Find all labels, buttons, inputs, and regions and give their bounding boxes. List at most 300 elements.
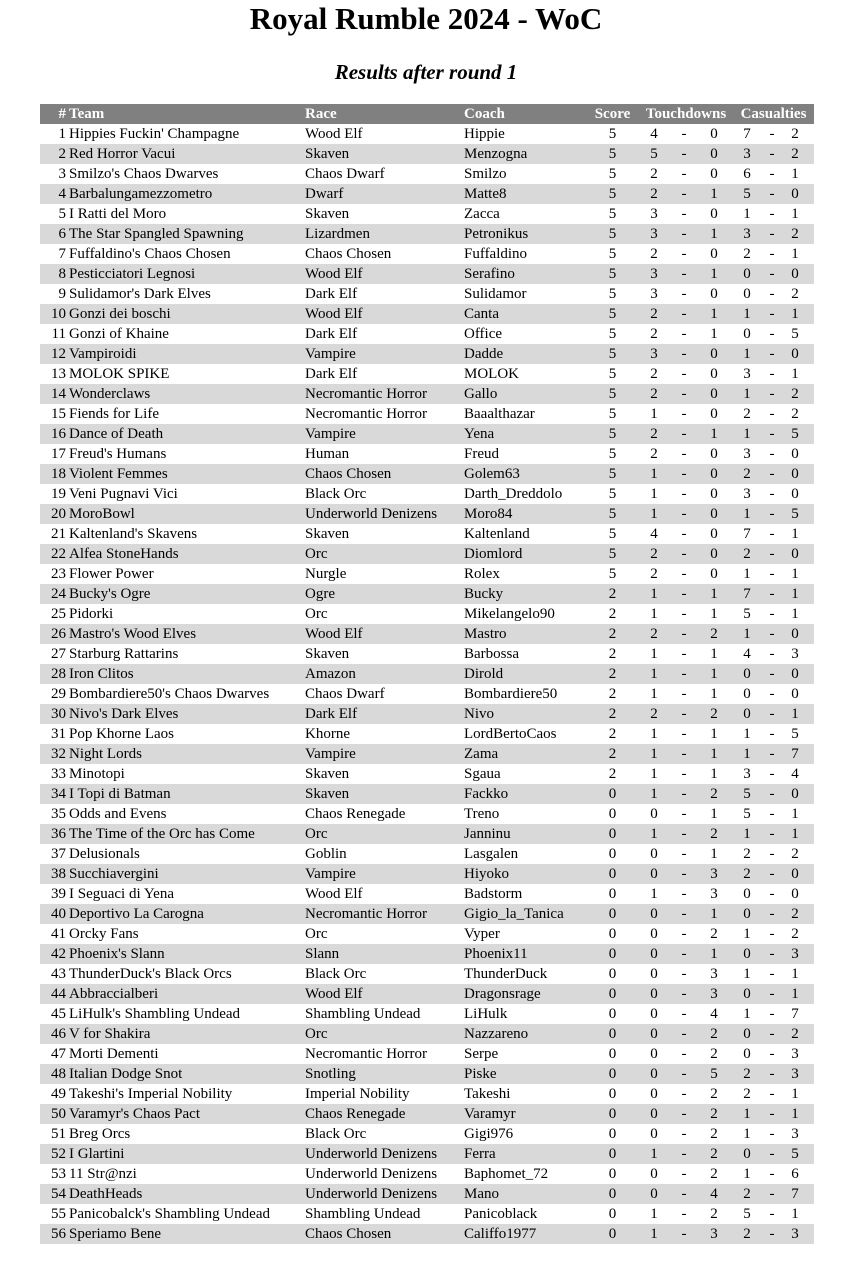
coach-cell: Phoenix11	[464, 946, 528, 962]
table-row	[40, 1204, 814, 1224]
score-separator: -	[769, 866, 775, 882]
casualties-against: 1	[791, 826, 799, 842]
coach-cell: Matte8	[464, 186, 507, 202]
score-separator: -	[769, 926, 775, 942]
coach-cell: Bombardiere50	[464, 686, 558, 702]
table-row	[40, 424, 814, 444]
race-cell: Orc	[305, 926, 328, 942]
casualties-for: 5	[743, 1206, 751, 1222]
touchdowns-against: 2	[710, 826, 718, 842]
casualties-cell	[733, 644, 814, 664]
score-separator: -	[769, 686, 775, 702]
casualties-against: 1	[791, 706, 799, 722]
score-cell: 0	[608, 1166, 617, 1182]
casualties-cell	[733, 904, 814, 924]
casualties-for: 7	[743, 126, 751, 142]
score-separator: -	[681, 926, 687, 942]
touchdowns-cell	[639, 1124, 733, 1144]
touchdowns-cell	[639, 204, 733, 224]
touchdowns-against: 2	[710, 1126, 718, 1142]
rank-cell: 22	[51, 546, 66, 562]
team-cell: Speriamo Bene	[69, 1226, 162, 1242]
casualties-cell	[733, 1224, 814, 1244]
touchdowns-for: 1	[650, 506, 658, 522]
casualties-cell	[733, 224, 814, 244]
touchdowns-against: 4	[710, 1006, 718, 1022]
casualties-cell	[733, 664, 814, 684]
race-cell: Black Orc	[305, 966, 367, 982]
casualties-cell	[733, 724, 814, 744]
coach-cell: Sgaua	[464, 766, 501, 782]
casualties-against: 0	[791, 466, 799, 482]
score-separator: -	[681, 286, 687, 302]
touchdowns-for: 1	[650, 486, 658, 502]
casualties-for: 3	[743, 486, 751, 502]
touchdowns-against: 0	[710, 366, 718, 382]
touchdowns-for: 3	[650, 266, 658, 282]
score-separator: -	[769, 206, 775, 222]
rank-cell: 12	[51, 346, 66, 362]
touchdowns-cell	[639, 1084, 733, 1104]
score-separator: -	[681, 906, 687, 922]
score-separator: -	[681, 586, 687, 602]
touchdowns-cell	[639, 1224, 733, 1244]
score-separator: -	[769, 846, 775, 862]
coach-cell: Canta	[464, 306, 499, 322]
coach-cell: Dragonsrage	[464, 986, 541, 1002]
casualties-cell	[733, 444, 814, 464]
score-cell: 5	[608, 506, 617, 522]
touchdowns-for: 1	[650, 826, 658, 842]
score-separator: -	[769, 826, 775, 842]
touchdowns-for: 0	[650, 966, 658, 982]
touchdowns-against: 1	[710, 646, 718, 662]
casualties-for: 0	[743, 1046, 751, 1062]
score-cell: 5	[608, 526, 617, 542]
table-header-row	[40, 104, 814, 124]
casualties-against: 1	[791, 1086, 799, 1102]
touchdowns-against: 1	[710, 806, 718, 822]
score-cell: 0	[608, 1086, 617, 1102]
touchdowns-against: 0	[710, 386, 718, 402]
touchdowns-against: 1	[710, 746, 718, 762]
touchdowns-for: 2	[650, 186, 658, 202]
team-cell: Hippies Fuckin' Champagne	[69, 126, 240, 142]
casualties-against: 3	[791, 946, 799, 962]
casualties-cell	[733, 1004, 814, 1024]
score-cell: 2	[608, 686, 617, 702]
score-separator: -	[681, 1226, 687, 1242]
touchdowns-against: 0	[710, 206, 718, 222]
coach-cell: Diomlord	[464, 546, 523, 562]
score-cell: 0	[608, 1206, 617, 1222]
casualties-against: 5	[791, 1146, 799, 1162]
score-separator: -	[681, 126, 687, 142]
page-title: Royal Rumble 2024 - WoC	[249, 1, 603, 36]
race-cell: Chaos Renegade	[305, 1106, 406, 1122]
column-header-score: Score	[594, 106, 631, 122]
team-cell: Delusionals	[69, 846, 140, 862]
coach-cell: Nazzareno	[464, 1026, 529, 1042]
casualties-cell	[733, 764, 814, 784]
table-row	[40, 604, 814, 624]
score-cell: 2	[608, 586, 617, 602]
touchdowns-cell	[639, 804, 733, 824]
casualties-against: 2	[791, 406, 799, 422]
touchdowns-against: 0	[710, 146, 718, 162]
casualties-for: 1	[743, 566, 751, 582]
casualties-against: 0	[791, 266, 799, 282]
rank-cell: 32	[51, 746, 66, 762]
touchdowns-against: 1	[710, 266, 718, 282]
team-cell: ThunderDuck's Black Orcs	[69, 966, 232, 982]
team-cell: Vampiroidi	[69, 346, 137, 362]
rank-cell: 13	[51, 366, 66, 382]
coach-cell: Treno	[464, 806, 500, 822]
casualties-cell	[733, 1064, 814, 1084]
table-row	[40, 1084, 814, 1104]
score-cell: 2	[608, 746, 617, 762]
casualties-cell	[733, 364, 814, 384]
score-separator: -	[681, 686, 687, 702]
race-cell: Shambling Undead	[305, 1006, 421, 1022]
team-cell: Veni Pugnavi Vici	[69, 486, 178, 502]
rank-cell: 9	[58, 286, 66, 302]
touchdowns-for: 1	[650, 1206, 658, 1222]
casualties-cell	[733, 844, 814, 864]
touchdowns-cell	[639, 764, 733, 784]
score-separator: -	[681, 1126, 687, 1142]
casualties-for: 2	[743, 546, 751, 562]
score-cell: 5	[608, 486, 617, 502]
race-cell: Underworld Denizens	[305, 506, 438, 522]
touchdowns-cell	[639, 144, 733, 164]
score-separator: -	[681, 186, 687, 202]
race-cell: Imperial Nobility	[305, 1086, 410, 1102]
score-cell: 5	[608, 286, 617, 302]
rank-cell: 55	[51, 1206, 66, 1222]
score-cell: 0	[608, 886, 617, 902]
rank-cell: 33	[51, 766, 66, 782]
score-separator: -	[769, 346, 775, 362]
race-cell: Orc	[305, 546, 328, 562]
touchdowns-cell	[639, 244, 733, 264]
casualties-for: 2	[743, 246, 751, 262]
score-cell: 0	[608, 966, 617, 982]
touchdowns-against: 1	[710, 686, 718, 702]
score-separator: -	[769, 226, 775, 242]
race-cell: Underworld Denizens	[305, 1166, 438, 1182]
touchdowns-cell	[639, 684, 733, 704]
score-separator: -	[769, 486, 775, 502]
score-separator: -	[681, 746, 687, 762]
table-row	[40, 444, 814, 464]
touchdowns-cell	[639, 124, 733, 144]
rank-cell: 25	[51, 606, 66, 622]
touchdowns-against: 0	[710, 126, 718, 142]
score-separator: -	[769, 626, 775, 642]
team-cell: Mastro's Wood Elves	[69, 626, 197, 642]
touchdowns-against: 2	[710, 1146, 718, 1162]
casualties-cell	[733, 284, 814, 304]
score-separator: -	[769, 1206, 775, 1222]
score-separator: -	[681, 766, 687, 782]
touchdowns-for: 1	[650, 726, 658, 742]
rank-cell: 51	[51, 1126, 66, 1142]
casualties-against: 3	[791, 1226, 799, 1242]
touchdowns-for: 1	[650, 586, 658, 602]
casualties-cell	[733, 1024, 814, 1044]
score-separator: -	[681, 1006, 687, 1022]
rank-cell: 48	[51, 1066, 66, 1082]
race-cell: Slann	[305, 946, 340, 962]
score-cell: 5	[608, 206, 617, 222]
score-separator: -	[769, 306, 775, 322]
touchdowns-cell	[639, 704, 733, 724]
touchdowns-cell	[639, 924, 733, 944]
score-separator: -	[681, 1206, 687, 1222]
casualties-for: 1	[743, 726, 751, 742]
touchdowns-against: 3	[710, 966, 718, 982]
touchdowns-for: 0	[650, 866, 658, 882]
rank-cell: 40	[51, 906, 66, 922]
score-separator: -	[681, 646, 687, 662]
score-separator: -	[769, 606, 775, 622]
team-cell: Dance of Death	[69, 426, 164, 442]
score-separator: -	[769, 986, 775, 1002]
rank-cell: 27	[51, 646, 66, 662]
rank-cell: 6	[58, 226, 66, 242]
casualties-cell	[733, 984, 814, 1004]
touchdowns-against: 1	[710, 186, 718, 202]
casualties-for: 1	[743, 1166, 751, 1182]
column-header-race: Race	[305, 106, 337, 122]
score-cell: 0	[608, 1226, 617, 1242]
score-separator: -	[681, 566, 687, 582]
table-row	[40, 364, 814, 384]
touchdowns-cell	[639, 564, 733, 584]
touchdowns-against: 0	[710, 566, 718, 582]
touchdowns-cell	[639, 664, 733, 684]
casualties-for: 5	[743, 806, 751, 822]
touchdowns-cell	[639, 164, 733, 184]
touchdowns-cell	[639, 1204, 733, 1224]
race-cell: Underworld Denizens	[305, 1186, 438, 1202]
touchdowns-against: 2	[710, 626, 718, 642]
score-cell: 5	[608, 246, 617, 262]
rank-cell: 46	[51, 1026, 66, 1042]
touchdowns-cell	[639, 1184, 733, 1204]
score-separator: -	[681, 346, 687, 362]
score-separator: -	[681, 706, 687, 722]
casualties-against: 5	[791, 506, 799, 522]
casualties-cell	[733, 604, 814, 624]
touchdowns-for: 0	[650, 1086, 658, 1102]
table-row	[40, 744, 814, 764]
score-cell: 5	[608, 166, 617, 182]
touchdowns-cell	[639, 424, 733, 444]
touchdowns-for: 0	[650, 1046, 658, 1062]
score-separator: -	[681, 446, 687, 462]
score-separator: -	[769, 1146, 775, 1162]
touchdowns-against: 1	[710, 426, 718, 442]
casualties-cell	[733, 204, 814, 224]
score-cell: 5	[608, 226, 617, 242]
race-cell: Vampire	[305, 746, 356, 762]
score-separator: -	[681, 606, 687, 622]
touchdowns-against: 2	[710, 926, 718, 942]
score-cell: 2	[608, 606, 617, 622]
touchdowns-against: 4	[710, 1186, 718, 1202]
table-row	[40, 1144, 814, 1164]
score-cell: 0	[608, 906, 617, 922]
casualties-cell	[733, 1184, 814, 1204]
casualties-for: 0	[743, 266, 751, 282]
touchdowns-for: 3	[650, 206, 658, 222]
casualties-cell	[733, 344, 814, 364]
casualties-against: 3	[791, 646, 799, 662]
race-cell: Black Orc	[305, 1126, 367, 1142]
team-cell: Freud's Humans	[69, 446, 167, 462]
score-separator: -	[769, 906, 775, 922]
table-row	[40, 724, 814, 744]
column-header-touchdowns: Touchdowns	[645, 106, 727, 122]
score-separator: -	[681, 406, 687, 422]
score-separator: -	[769, 126, 775, 142]
touchdowns-against: 0	[710, 166, 718, 182]
casualties-for: 1	[743, 426, 751, 442]
touchdowns-for: 1	[650, 1146, 658, 1162]
score-cell: 5	[608, 146, 617, 162]
race-cell: Necromantic Horror	[305, 906, 428, 922]
rank-cell: 23	[51, 566, 66, 582]
casualties-for: 1	[743, 1126, 751, 1142]
casualties-for: 0	[743, 686, 751, 702]
team-cell: Phoenix's Slann	[69, 946, 165, 962]
score-separator: -	[769, 366, 775, 382]
casualties-cell	[733, 584, 814, 604]
score-cell: 0	[608, 1146, 617, 1162]
casualties-against: 0	[791, 786, 799, 802]
score-separator: -	[769, 326, 775, 342]
rank-cell: 34	[51, 786, 66, 802]
touchdowns-cell	[639, 504, 733, 524]
table-row	[40, 504, 814, 524]
touchdowns-against: 5	[710, 1066, 718, 1082]
casualties-against: 7	[791, 1186, 799, 1202]
score-separator: -	[681, 366, 687, 382]
race-cell: Chaos Renegade	[305, 806, 406, 822]
rank-cell: 43	[51, 966, 66, 982]
touchdowns-against: 0	[710, 506, 718, 522]
touchdowns-against: 0	[710, 346, 718, 362]
touchdowns-against: 0	[710, 526, 718, 542]
coach-cell: Petronikus	[464, 226, 529, 242]
table-row	[40, 1044, 814, 1064]
touchdowns-cell	[639, 604, 733, 624]
casualties-for: 7	[743, 526, 751, 542]
score-separator: -	[681, 846, 687, 862]
coach-cell: Baphomet_72	[464, 1166, 549, 1182]
casualties-against: 2	[791, 906, 799, 922]
team-cell: Alfea StoneHands	[69, 546, 179, 562]
touchdowns-against: 1	[710, 306, 718, 322]
casualties-for: 0	[743, 326, 751, 342]
table-row	[40, 1104, 814, 1124]
score-separator: -	[769, 146, 775, 162]
casualties-for: 0	[743, 986, 751, 1002]
coach-cell: Hiyoko	[464, 866, 509, 882]
casualties-against: 3	[791, 1066, 799, 1082]
rank-cell: 1	[58, 126, 66, 142]
casualties-cell	[733, 504, 814, 524]
coach-cell: Gallo	[464, 386, 498, 402]
race-cell: Skaven	[305, 206, 350, 222]
casualties-cell	[733, 884, 814, 904]
race-cell: Human	[305, 446, 350, 462]
score-separator: -	[769, 1106, 775, 1122]
score-separator: -	[681, 946, 687, 962]
score-separator: -	[681, 866, 687, 882]
touchdowns-cell	[639, 884, 733, 904]
column-header-team: Team	[69, 106, 105, 122]
touchdowns-against: 2	[710, 1086, 718, 1102]
score-separator: -	[681, 886, 687, 902]
coach-cell: Sulidamor	[464, 286, 527, 302]
touchdowns-cell	[639, 844, 733, 864]
casualties-against: 2	[791, 126, 799, 142]
score-separator: -	[769, 966, 775, 982]
touchdowns-for: 4	[650, 526, 658, 542]
score-cell: 0	[608, 946, 617, 962]
score-cell: 5	[608, 386, 617, 402]
touchdowns-against: 0	[710, 486, 718, 502]
touchdowns-cell	[639, 1044, 733, 1064]
column-header-casualties: Casualties	[740, 106, 807, 122]
score-cell: 2	[608, 626, 617, 642]
rank-cell: 14	[51, 386, 66, 402]
table-row	[40, 484, 814, 504]
race-cell: Ogre	[305, 586, 335, 602]
team-cell: LiHulk's Shambling Undead	[69, 1006, 241, 1022]
score-separator: -	[769, 1226, 775, 1242]
score-separator: -	[681, 486, 687, 502]
touchdowns-for: 3	[650, 226, 658, 242]
touchdowns-cell	[639, 304, 733, 324]
race-cell: Skaven	[305, 146, 350, 162]
coach-cell: Panicoblack	[464, 1206, 538, 1222]
casualties-against: 2	[791, 1026, 799, 1042]
touchdowns-against: 1	[710, 666, 718, 682]
touchdowns-against: 0	[710, 246, 718, 262]
race-cell: Chaos Dwarf	[305, 166, 385, 182]
touchdowns-against: 3	[710, 986, 718, 1002]
rank-cell: 49	[51, 1086, 66, 1102]
score-separator: -	[769, 166, 775, 182]
casualties-against: 3	[791, 1126, 799, 1142]
table-row	[40, 544, 814, 564]
touchdowns-for: 1	[650, 406, 658, 422]
casualties-for: 1	[743, 1006, 751, 1022]
touchdowns-cell	[639, 824, 733, 844]
coach-cell: Janninu	[464, 826, 511, 842]
rank-cell: 52	[51, 1146, 66, 1162]
touchdowns-cell	[639, 184, 733, 204]
touchdowns-for: 0	[650, 906, 658, 922]
casualties-for: 1	[743, 206, 751, 222]
touchdowns-for: 2	[650, 306, 658, 322]
touchdowns-cell	[639, 1104, 733, 1124]
